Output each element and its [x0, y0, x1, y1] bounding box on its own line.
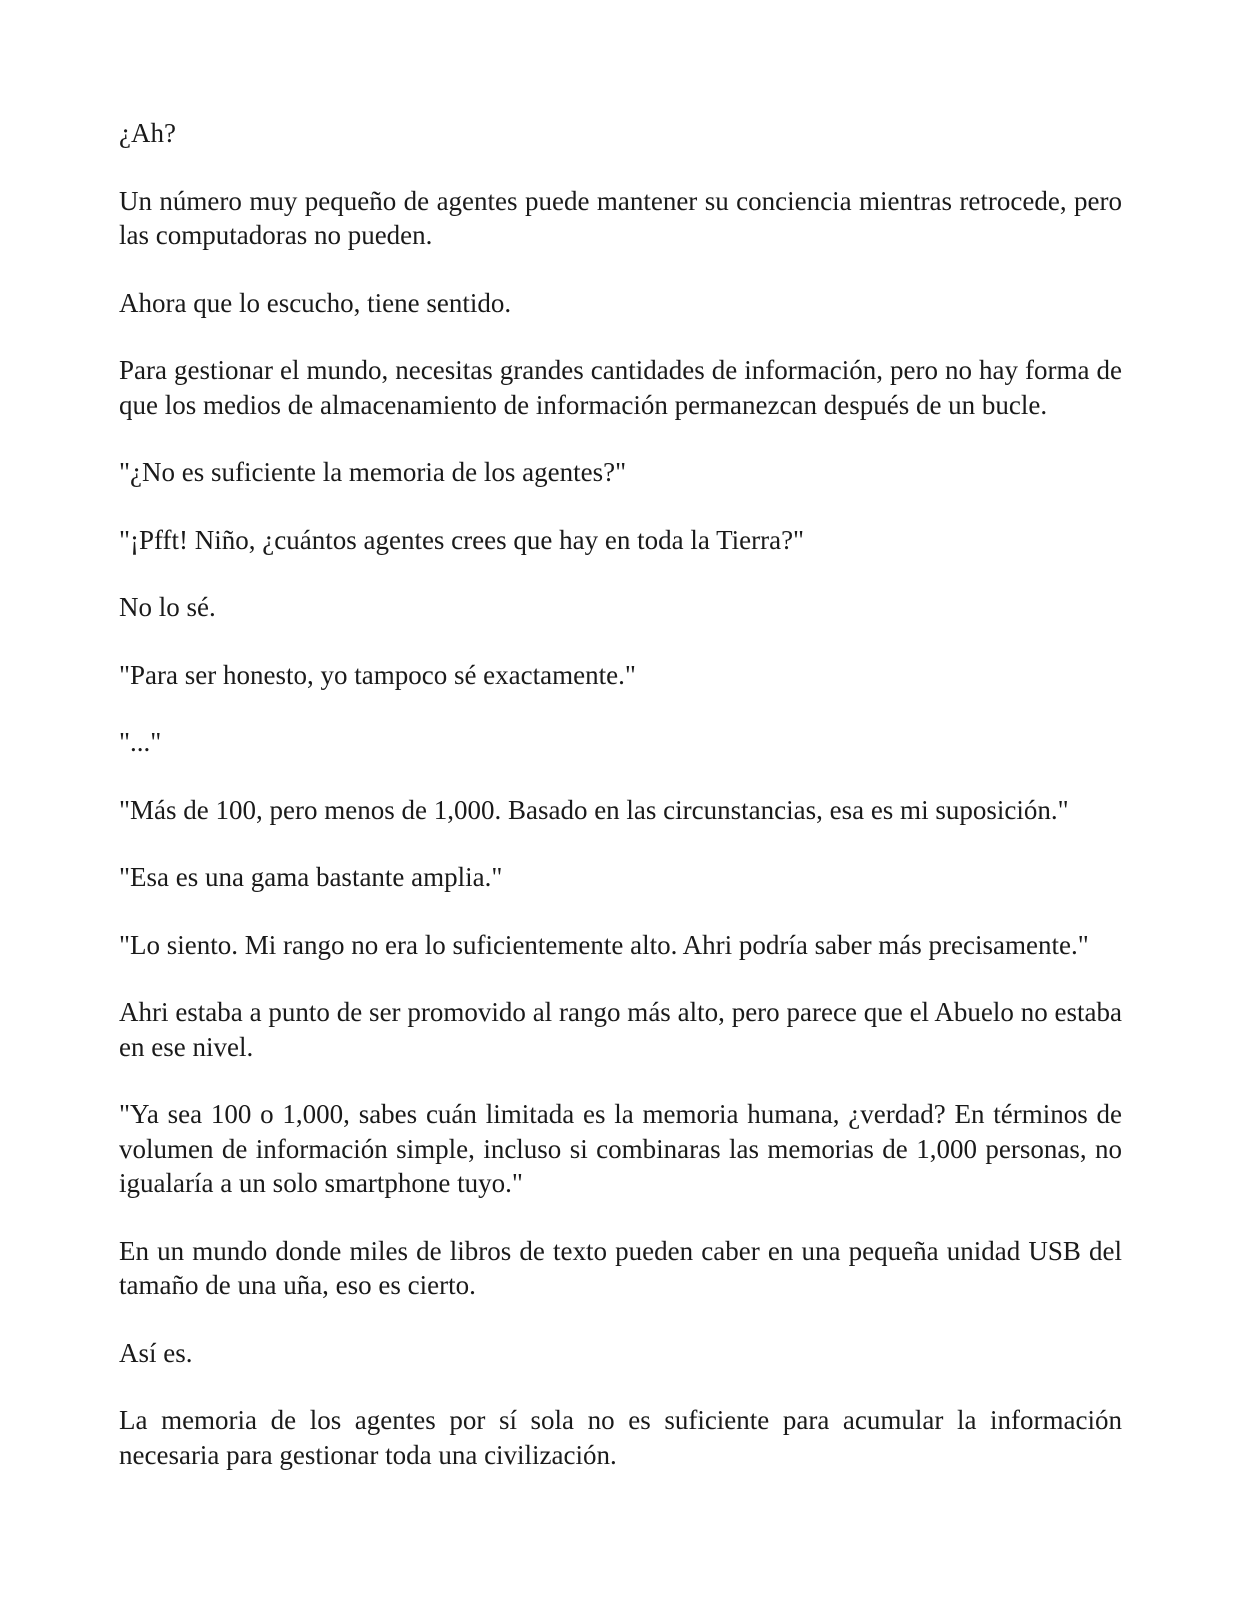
- document-body: [119, 116, 1122, 1505]
- paragraph: "¡Pfft! Niño, ¿cuántos agentes crees que hay en toda la Tierra?": [119, 524, 805, 555]
- paragraph: Para gestionar el mundo, necesitas grandes cantidades de información, pero no hay forma de que los medios de almacenamiento de información permanezcan después de un bucle.: [119, 355, 1122, 420]
- paragraph: "...": [119, 727, 162, 757]
- paragraph: No lo sé.: [119, 592, 216, 622]
- paragraph: Así es.: [119, 1337, 193, 1368]
- paragraph: La memoria de los agentes por sí sola no es suficiente para acumular la información necesaria para gestionar toda una civilización.: [119, 1405, 1122, 1470]
- paragraph: "Ya sea 100 o 1,000, sabes cuán limitada es la memoria humana, ¿verdad? En términos de volumen de información simple, incluso si combinaras las memorias de 1,000 personas, no igualaría a un solo smartphone tuyo.": [119, 1099, 1122, 1198]
- paragraph: ¿Ah?: [119, 118, 176, 148]
- paragraph: "Para ser honesto, yo tampoco sé exactamente.": [119, 659, 636, 690]
- paragraph: Ahri estaba a punto de ser promovido al rango más alto, pero parece que el Abuelo no estaba en ese nivel.: [119, 997, 1122, 1062]
- paragraph: "Lo siento. Mi rango no era lo suficientemente alto. Ahri podría saber más precisamente.": [119, 929, 1089, 960]
- paragraph: "Más de 100, pero menos de 1,000. Basado en las circunstancias, esa es mi suposición.": [119, 794, 1069, 825]
- paragraph: En un mundo donde miles de libros de texto pueden caber en una pequeña unidad USB del tamaño de una uña, eso es cierto.: [119, 1235, 1122, 1300]
- paragraph: Ahora que lo escucho, tiene sentido.: [119, 287, 512, 318]
- paragraph: "Esa es una gama bastante amplia.": [119, 862, 503, 892]
- paragraph: "¿No es suficiente la memoria de los agentes?": [119, 457, 627, 487]
- paragraph: Un número muy pequeño de agentes puede mantener su conciencia mientras retrocede, pero las computadoras no pueden.: [119, 185, 1122, 250]
